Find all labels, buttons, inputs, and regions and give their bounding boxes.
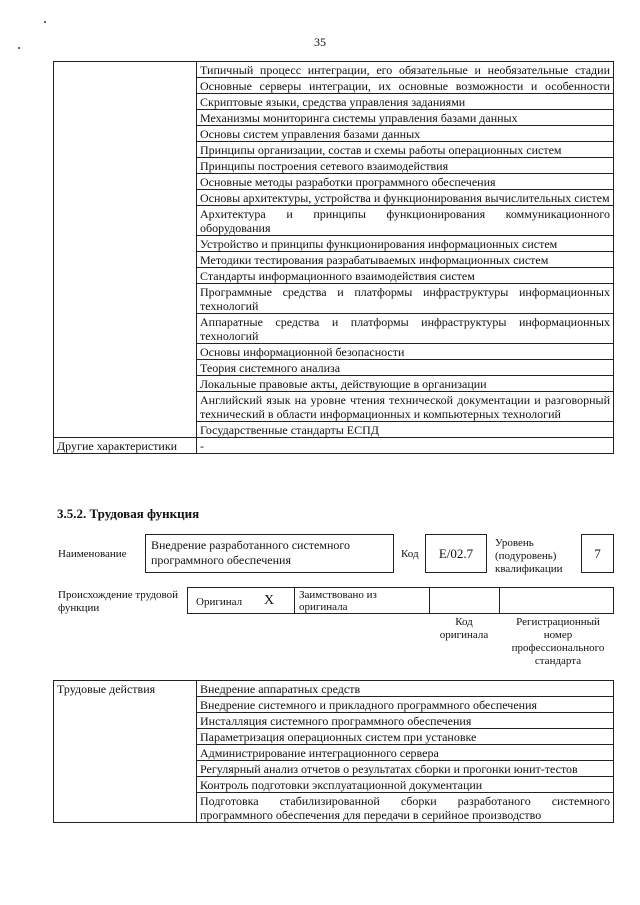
other-characteristics-label: Другие характеристики bbox=[54, 438, 197, 454]
code-label: Код bbox=[401, 548, 419, 560]
origin-divider bbox=[429, 588, 430, 613]
table-row: Государственные стандарты ЕСПД bbox=[197, 422, 614, 438]
table-row: Принципы построения сетевого взаимодействия bbox=[197, 158, 614, 174]
table-row: Регулярный анализ отчетов о результатах сборки и прогонки юнит-тестов bbox=[197, 761, 614, 777]
table-row: Программные средства и платформы инфраструктуры информационных технологий bbox=[197, 284, 614, 314]
other-characteristics-value: - bbox=[197, 438, 614, 454]
code-value-box bbox=[425, 534, 487, 573]
table-row: Параметризация операционных систем при установке bbox=[197, 729, 614, 745]
code-value: E/02.7 bbox=[438, 546, 474, 561]
table-row: Подготовка стабилизированной сборки разработаного системного программного обеспечения для передачи в серийное производство bbox=[197, 793, 614, 823]
table-row: Принципы организации, состав и схемы работы операционных систем bbox=[197, 142, 614, 158]
table-row: Стандарты информационного взаимодействия систем bbox=[197, 268, 614, 284]
table-row: Теория системного анализа bbox=[197, 360, 614, 376]
scan-dot bbox=[44, 21, 46, 23]
name-value: Внедрение разработанного системного программного обеспечения bbox=[151, 538, 351, 567]
labor-actions-label: Трудовые действия bbox=[54, 681, 197, 823]
origin-divider bbox=[499, 588, 500, 613]
table-row: Архитектура и принципы функционирования коммуникационного оборудования bbox=[197, 206, 614, 236]
name-label: Наименование bbox=[58, 548, 127, 560]
reg-number-caption: Регистрационный номер профессионального стандарта bbox=[511, 616, 605, 667]
table-row: Основы архитектуры, устройства и функционирования вычислительных систем bbox=[197, 190, 614, 206]
level-label: Уровень (подуровень) квалификации bbox=[495, 537, 563, 575]
table-row: Основные методы разработки программного обеспечения bbox=[197, 174, 614, 190]
table-row: Скриптовые языки, средства управления заданиями bbox=[197, 94, 614, 110]
table-row: Администрирование интеграционного сервера bbox=[197, 745, 614, 761]
section-heading: 3.5.2. Трудовая функция bbox=[57, 506, 200, 521]
origin-table bbox=[187, 587, 614, 614]
table-row: Внедрение аппаратных средств bbox=[197, 681, 614, 697]
original-label: Оригинал bbox=[196, 596, 243, 608]
table-row: Внедрение системного и прикладного программного обеспечения bbox=[197, 697, 614, 713]
table-row: Основы информационной безопасности bbox=[197, 344, 614, 360]
table-row: Английский язык на уровне чтения технической документации и разговорный технический в области информационных и компьютерных технологий bbox=[197, 392, 614, 422]
name-value-box bbox=[145, 534, 394, 573]
table-row: Локальные правовые акты, действующие в организации bbox=[197, 376, 614, 392]
table-row: Основные серверы интеграции, их основные возможности и особенности bbox=[197, 78, 614, 94]
table-row: Типичный процесс интеграции, его обязательные и необязательные стадии bbox=[197, 62, 614, 78]
labor-actions-table bbox=[53, 680, 614, 823]
table-row: Контроль подготовки эксплуатационной документации bbox=[197, 777, 614, 793]
page-number: 35 bbox=[314, 35, 326, 49]
table-row: Инсталляция системного программного обеспечения bbox=[197, 713, 614, 729]
knowledge-table bbox=[53, 61, 614, 454]
origin-divider bbox=[294, 588, 295, 613]
knowledge-label-cell bbox=[54, 62, 197, 438]
table-row: Механизмы мониторинга системы управления базами данных bbox=[197, 110, 614, 126]
table-row: Аппаратные средства и платформы инфраструктуры информационных технологий bbox=[197, 314, 614, 344]
level-value-box bbox=[581, 534, 614, 573]
origin-label: Происхождение трудовой функции bbox=[58, 589, 179, 614]
original-mark: X bbox=[264, 593, 275, 608]
code-original-caption: Код оригинала bbox=[439, 616, 489, 641]
level-value: 7 bbox=[594, 546, 601, 561]
table-row: Основы систем управления базами данных bbox=[197, 126, 614, 142]
table-row: Методики тестирования разрабатываемых информационных систем bbox=[197, 252, 614, 268]
borrowed-label: Заимствовано из оригинала bbox=[299, 589, 377, 613]
table-row: Устройство и принципы функционирования информационных систем bbox=[197, 236, 614, 252]
